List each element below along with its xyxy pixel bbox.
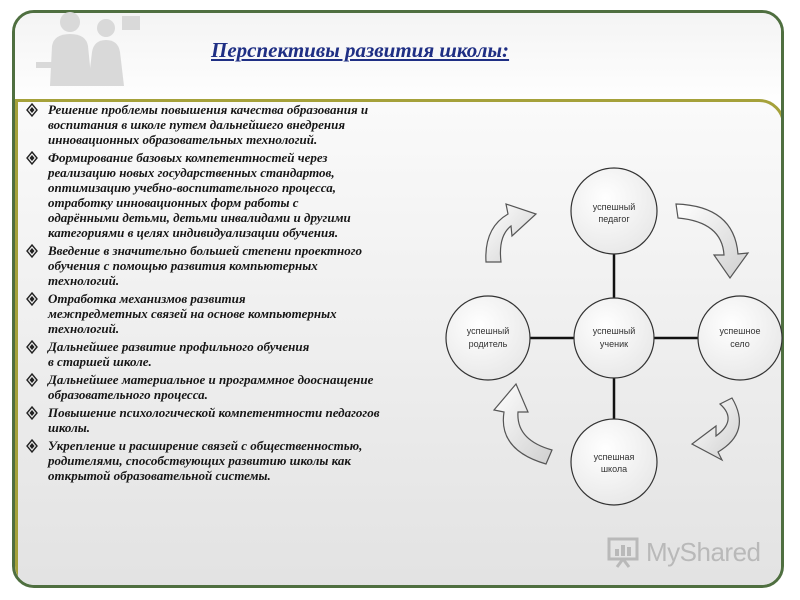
- watermark: [606, 536, 761, 568]
- bullet-line: в старшей школе.: [48, 354, 152, 369]
- bullet-line: Дальнейшее развитие профильного обучения: [48, 339, 310, 354]
- node-right-line1: успешное: [719, 326, 761, 336]
- slide-title: Перспективы развития школы:: [211, 38, 510, 62]
- node-center: [574, 298, 654, 378]
- node-left-line1: успешный: [466, 326, 510, 336]
- bullet-line: открытой образовательной системы.: [48, 468, 271, 483]
- bullet-line: категориями в целях индивидуализации обучения.: [48, 225, 339, 240]
- bullet-line: Дальнейшее материальное и программное дооснащение: [48, 372, 374, 387]
- curved-arrow-top-right-icon: [676, 204, 748, 278]
- bullet-line: воспитания в школе путем дальнейшего внедрения: [48, 117, 346, 132]
- node-left-line2: родитель: [468, 339, 508, 349]
- bullet-line: Формирование базовых компетентностей через: [48, 150, 328, 165]
- node-bottom-line2: школа: [600, 464, 628, 474]
- bullet-line: школы.: [48, 420, 91, 435]
- bullet-line: технологий.: [48, 321, 120, 336]
- bullet-line: обучения с помощью развития компьютерных: [48, 258, 318, 273]
- node-top-line1: успешный: [592, 202, 636, 212]
- bullet-line: реализацию новых государственных стандартов,: [48, 165, 335, 180]
- bullet-line: одарёнными детьми, детьми инвалидами и другими: [48, 210, 351, 225]
- bullet-line: технологий.: [48, 273, 120, 288]
- node-right: [698, 296, 782, 380]
- bullet-line: инновационных образовательных технологий.: [48, 132, 318, 147]
- node-bottom: [571, 419, 657, 505]
- bullet-line: Повышение психологической компетентности педагогов: [48, 405, 380, 420]
- bullet-line: Укрепление и расширение связей с общественностью,: [48, 438, 363, 453]
- bullet-line: Введение в значительно большей степени проектного: [48, 243, 363, 258]
- watermark-text: MyShared: [646, 536, 761, 567]
- curved-arrow-bottom-right-icon: [692, 398, 739, 460]
- node-center-line2: ученик: [599, 339, 629, 349]
- bullet-line: образовательного процесса.: [48, 387, 208, 402]
- presentation-board-icon: [606, 536, 640, 568]
- bullet-line: оптимизацию учебно-воспитательного процесса,: [48, 180, 336, 195]
- bullet-line: родителями, способствующих развитию школы как: [48, 453, 352, 468]
- node-top-line2: педагог: [598, 214, 630, 224]
- node-center-line1: успешный: [592, 326, 636, 336]
- node-right-line2: село: [730, 339, 750, 349]
- curved-arrow-top-left-icon: [486, 204, 536, 262]
- bullet-line: отработку инновационных форм работы с: [48, 195, 299, 210]
- bullet-line: межпредметных связей на основе компьютерных: [48, 306, 337, 321]
- node-top: [571, 168, 657, 254]
- node-left: [446, 296, 530, 380]
- node-bottom-line1: успешная: [593, 452, 635, 462]
- curved-arrow-bottom-left-icon: [494, 384, 552, 464]
- bullet-line: Решение проблемы повышения качества образования и: [48, 102, 369, 117]
- bullet-line: Отработка механизмов развития: [48, 291, 246, 306]
